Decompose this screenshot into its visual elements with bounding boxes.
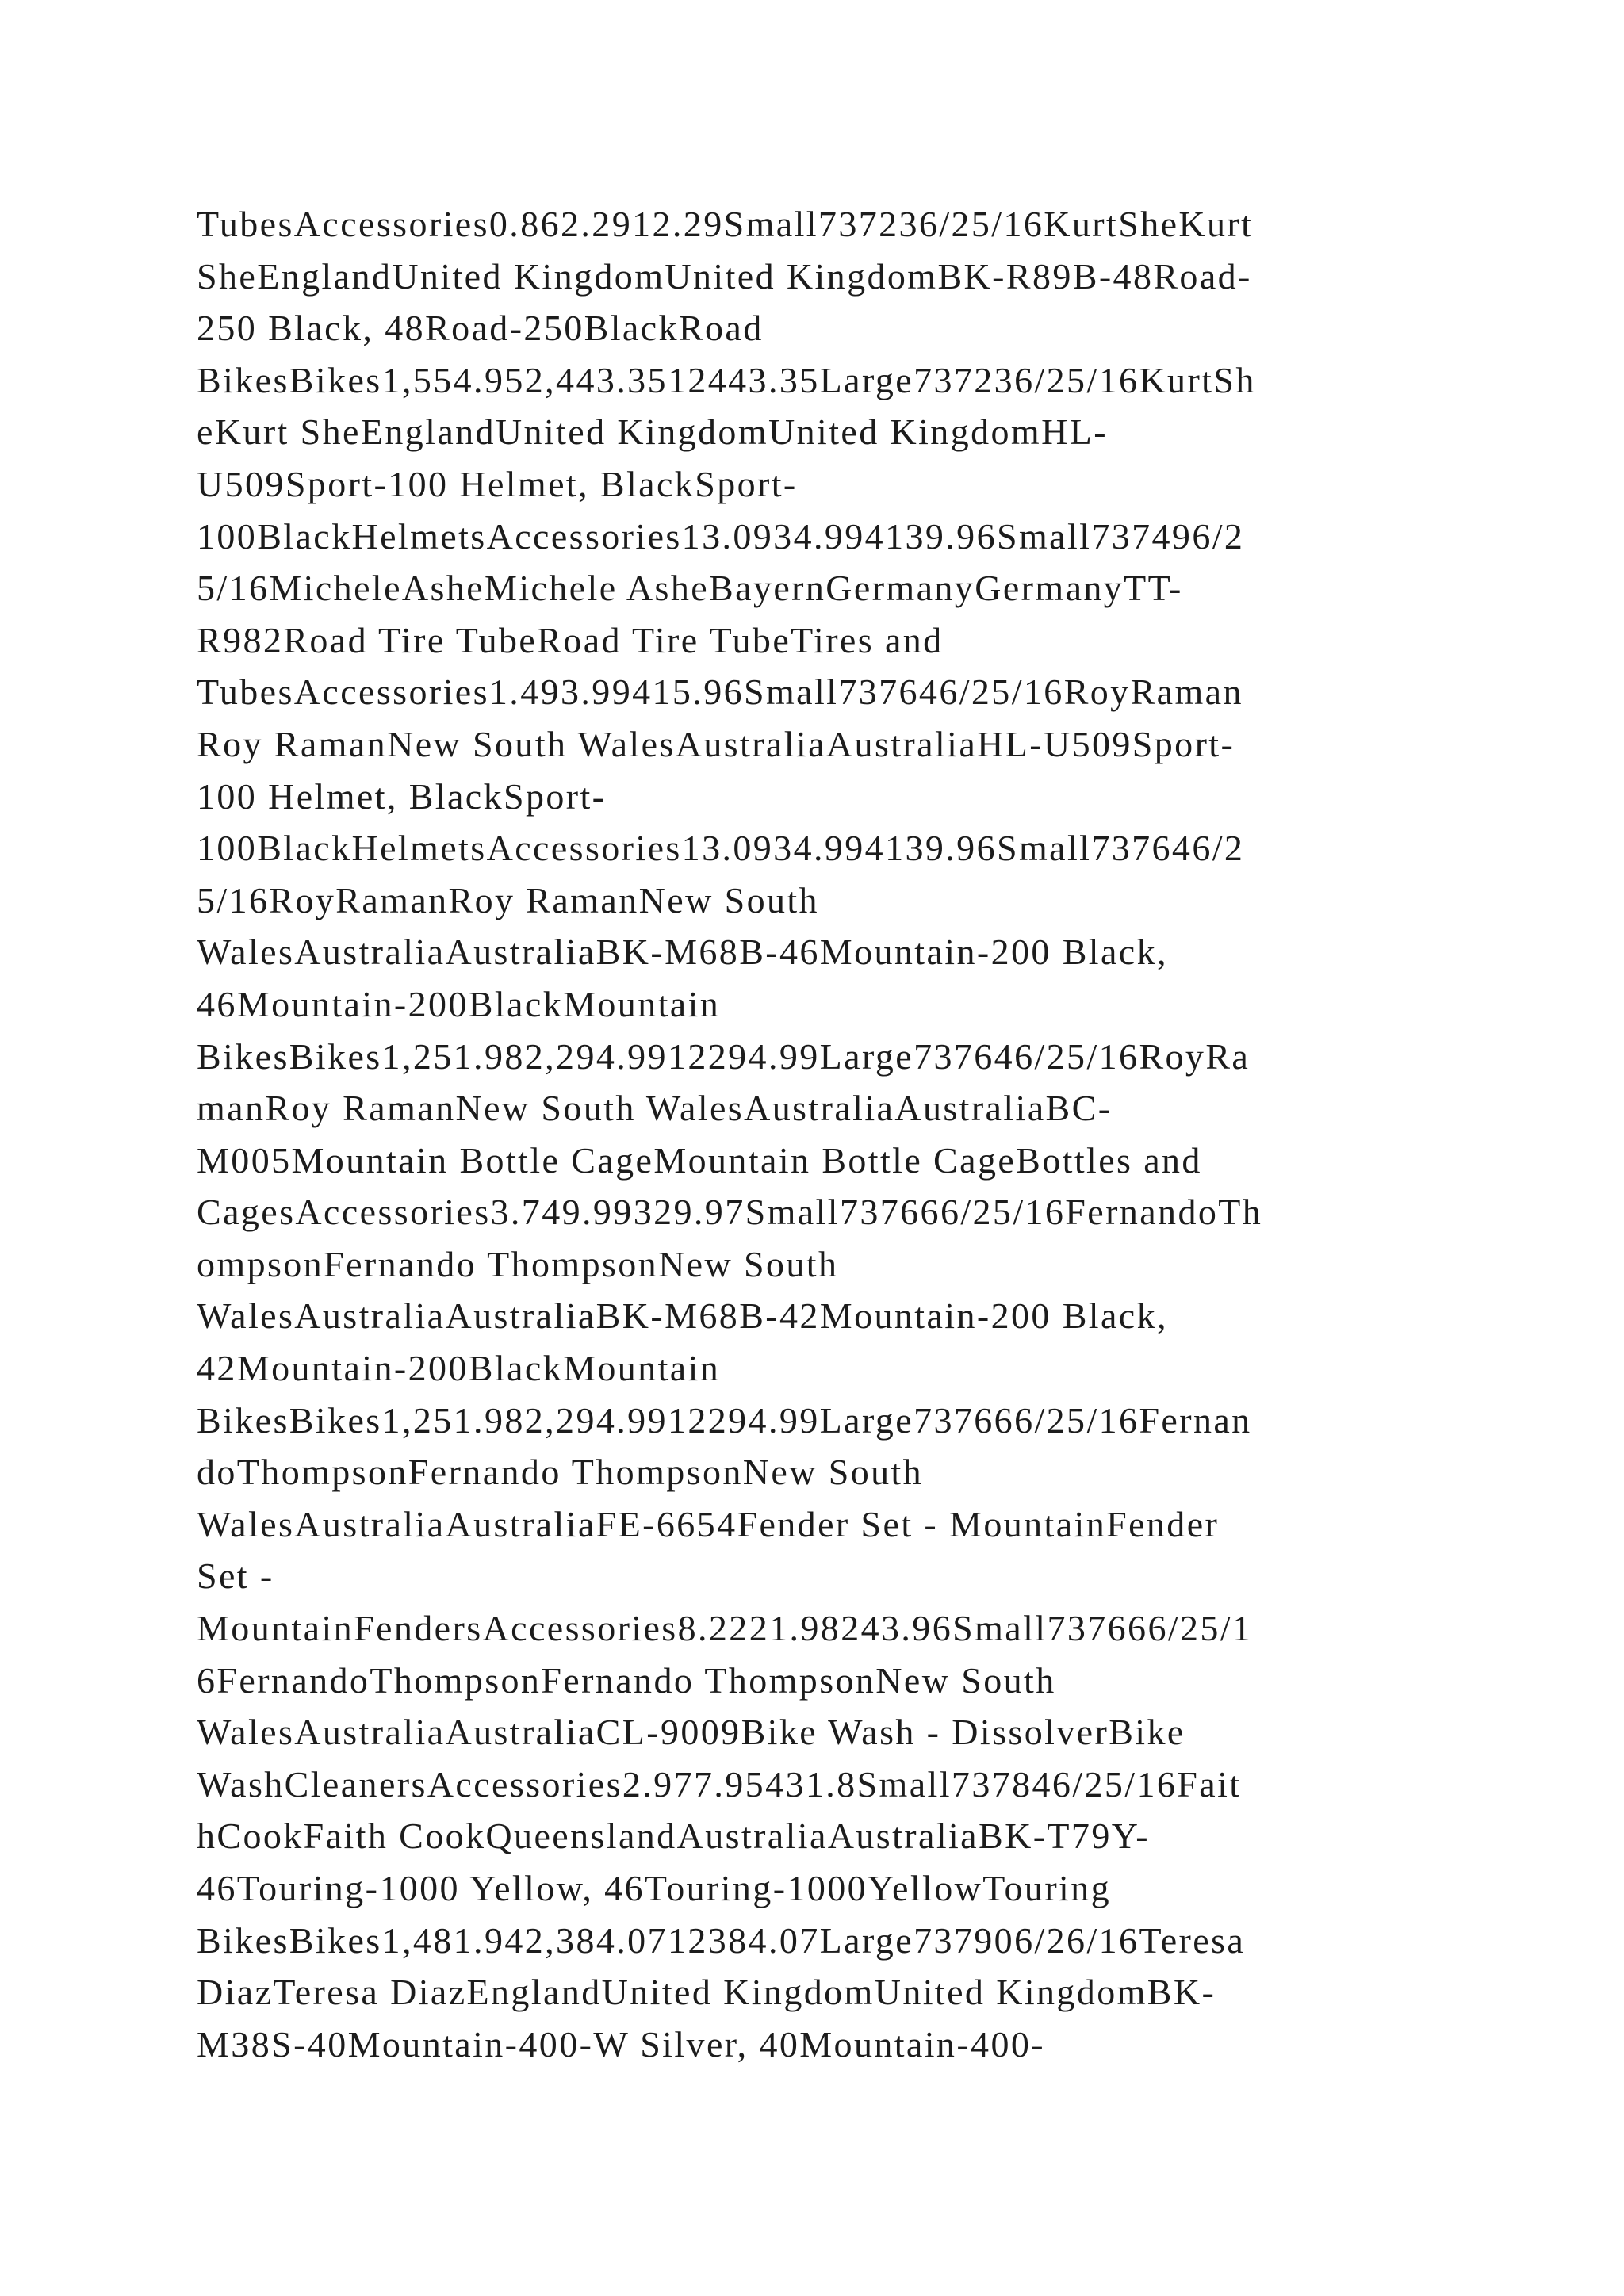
text-line: DiazTeresa DiazEnglandUnited KingdomUnited KingdomBK- bbox=[197, 1972, 1216, 2013]
text-line: SheEnglandUnited KingdomUnited KingdomBK-R89B-48Road- bbox=[197, 255, 1252, 297]
text-line: 46Mountain-200BlackMountain bbox=[197, 983, 721, 1024]
text-line: U509Sport-100 Helmet, BlackSport- bbox=[197, 463, 798, 504]
body-text bbox=[197, 198, 1434, 2070]
text-line: 100 Helmet, BlackSport- bbox=[197, 775, 607, 817]
text-line: WalesAustraliaAustraliaCL-9009Bike Wash - DissolverBike bbox=[197, 1712, 1185, 1753]
text-line: M38S-40Mountain-400-W Silver, 40Mountain-400- bbox=[197, 2023, 1045, 2064]
text-line: 100BlackHelmetsAccessories13.0934.994139.96Small737646/2 bbox=[197, 828, 1245, 869]
text-line: BikesBikes1,251.982,294.9912294.99Large737666/25/16Fernan bbox=[197, 1399, 1252, 1441]
text-line: 5/16MicheleAsheMichele AsheBayernGermanyGermanyTT- bbox=[197, 568, 1183, 609]
text-line: M005Mountain Bottle CageMountain Bottle CageBottles and bbox=[197, 1139, 1202, 1181]
text-line: WalesAustraliaAustraliaFE-6654Fender Set - MountainFender bbox=[197, 1503, 1220, 1544]
text-line: BikesBikes1,251.982,294.9912294.99Large737646/25/16RoyRa bbox=[197, 1035, 1251, 1077]
text-line: 42Mountain-200BlackMountain bbox=[197, 1348, 721, 1389]
text-line: ompsonFernando ThompsonNew South bbox=[197, 1243, 839, 1284]
text-line: 100BlackHelmetsAccessories13.0934.994139.96Small737496/2 bbox=[197, 515, 1245, 557]
text-line: CagesAccessories3.749.99329.97Small737666/25/16FernandoTh bbox=[197, 1192, 1263, 1233]
text-line: BikesBikes1,481.942,384.0712384.07Large737906/26/16Teresa bbox=[197, 1919, 1246, 1961]
text-line: hCookFaith CookQueenslandAustraliaAustraliaBK-T79Y- bbox=[197, 1816, 1150, 1857]
text-line: 6FernandoThompsonFernando ThompsonNew South bbox=[197, 1659, 1056, 1701]
text-line: MountainFendersAccessories8.2221.98243.96Small737666/25/1 bbox=[197, 1608, 1253, 1649]
text-line: Set - bbox=[197, 1556, 274, 1597]
text-line: BikesBikes1,554.952,443.3512443.35Large737236/25/16KurtSh bbox=[197, 359, 1256, 400]
text-line: manRoy RamanNew South WalesAustraliaAustraliaBC- bbox=[197, 1088, 1113, 1129]
text-line: Roy RamanNew South WalesAustraliaAustraliaHL-U509Sport- bbox=[197, 723, 1235, 764]
text-line: 5/16RoyRamanRoy RamanNew South bbox=[197, 879, 819, 920]
text-line: 46Touring-1000 Yellow, 46Touring-1000YellowTouring bbox=[197, 1868, 1112, 1908]
text-line: WalesAustraliaAustraliaBK-M68B-46Mountain-200 Black, bbox=[197, 932, 1168, 973]
text-line: doThompsonFernando ThompsonNew South bbox=[197, 1452, 924, 1493]
text-line: TubesAccessories1.493.99415.96Small737646/25/16RoyRaman bbox=[197, 672, 1243, 713]
text-line: WashCleanersAccessories2.977.95431.8Small737846/25/16Fait bbox=[197, 1763, 1242, 1804]
text-line: TubesAccessories0.862.2912.29Small737236/25/16KurtSheKurt bbox=[197, 204, 1254, 244]
text-line: eKurt SheEnglandUnited KingdomUnited KingdomHL- bbox=[197, 411, 1108, 453]
text-line: 250 Black, 48Road-250BlackRoad bbox=[197, 308, 764, 349]
text-line: R982Road Tire TubeRoad Tire TubeTires and bbox=[197, 619, 944, 660]
text-line: WalesAustraliaAustraliaBK-M68B-42Mountain-200 Black, bbox=[197, 1295, 1168, 1337]
